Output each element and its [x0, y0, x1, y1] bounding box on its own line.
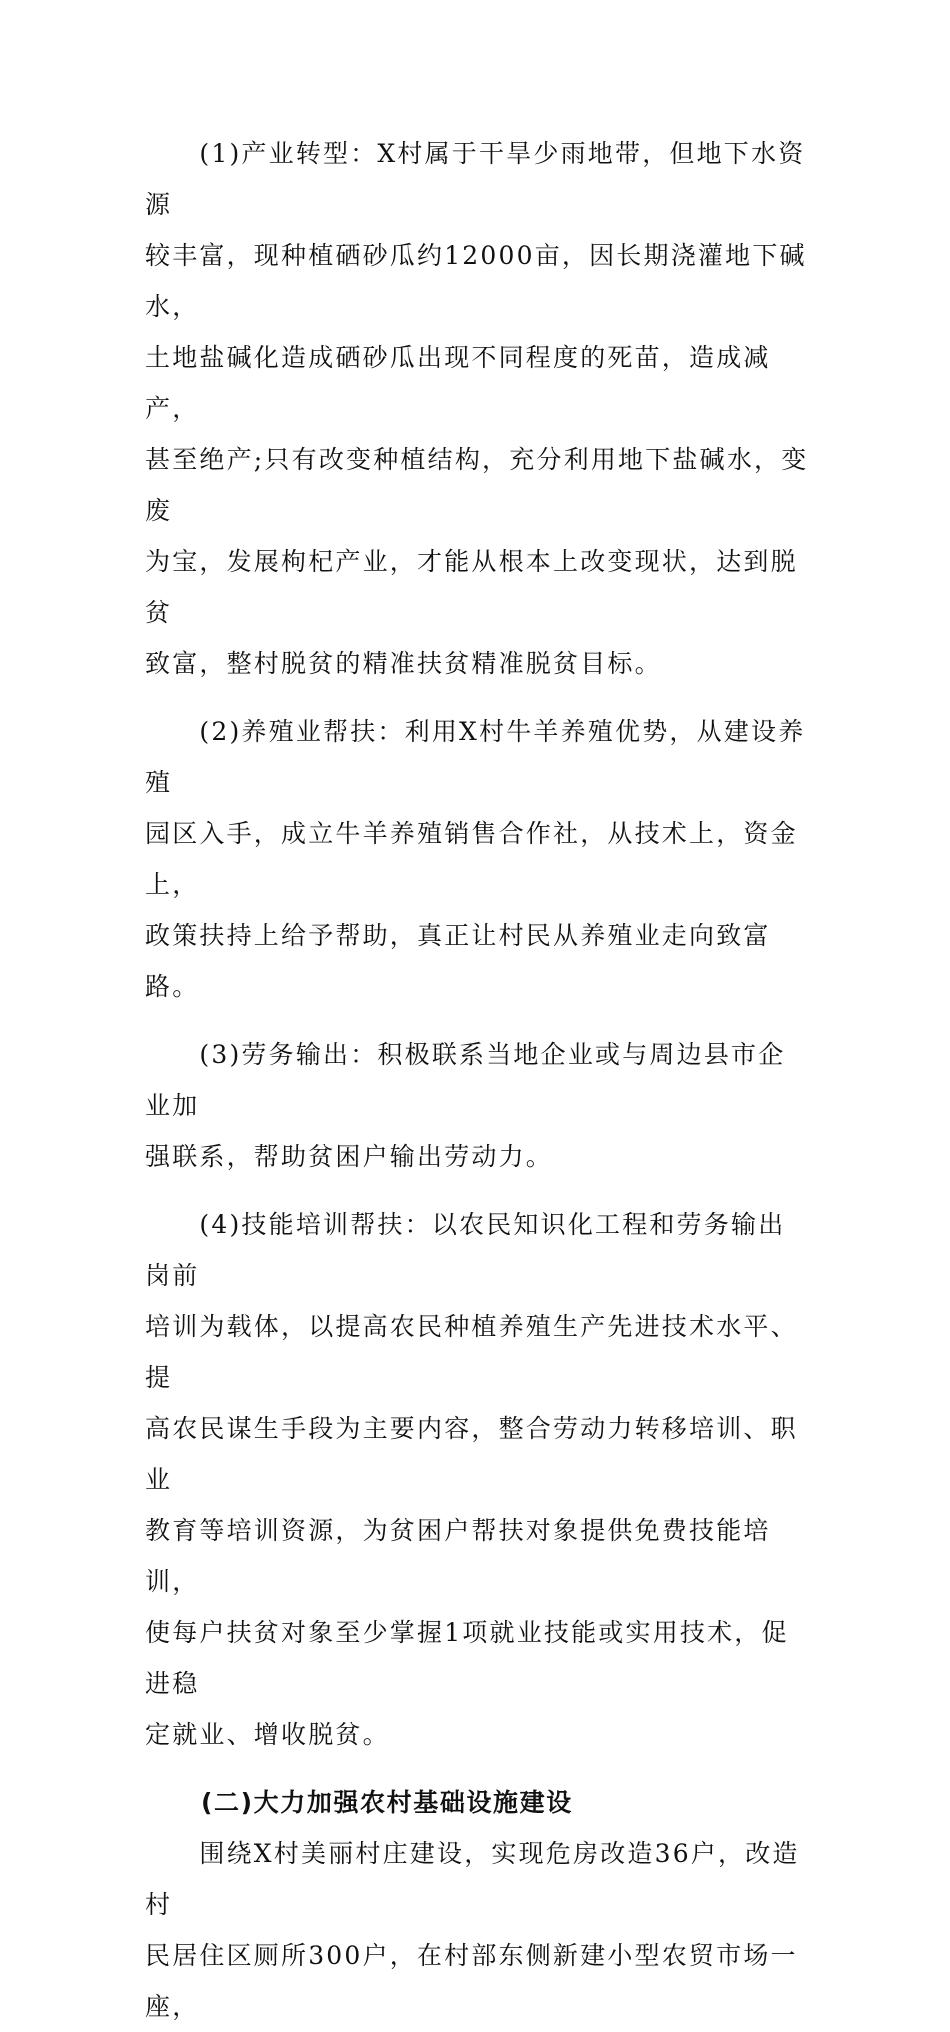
paragraph-livestock-support: (2)养殖业帮扶：利用X村牛羊养殖优势，从建设养殖 园区入手，成立牛羊养殖销售合作社，从技术上，资金上， 政策扶持上给予帮助，真正让村民从养殖业走向致富路。: [145, 717, 806, 1001]
paragraph-labor-export: (3)劳务输出：积极联系当地企业或与周边县市企业加 强联系，帮助贫困户输出劳动力。: [145, 1040, 786, 1171]
section-heading: (二)大力加强农村基础设施建设: [201, 1788, 573, 1817]
document-body: [145, 128, 810, 2032]
paragraph-industry-transformation: (1)产业转型：X村属于干旱少雨地带，但地下水资源 较丰富，现种植硒砂瓜约12000亩，因长期浇灌地下碱水， 土地盐碱化造成硒砂瓜出现不同程度的死苗，造成减产， 甚至绝产;只有改变种植结构，充分利用地下盐碱水，变废 为宝，发展枸杞产业，才能从根本上改变现状，达到脱贫 致富，整村脱贫的精准扶贫精准脱贫目标。: [145, 139, 809, 678]
paragraph-infrastructure: 围绕X村美丽村庄建设，实现危房改造36户，改造村 民居住区厕所300户，在村部东侧新建小型农贸市场一座，: [145, 1839, 800, 2021]
paragraph-skills-training: (4)技能培训帮扶：以农民知识化工程和劳务输出岗前 培训为载体，以提高农民种植养殖生产先进技术水平、提 高农民谋生手段为主要内容，整合劳动力转移培训、职业 教育等培训资源，为贫困户帮扶对象提供免费技能培训， 使每户扶贫对象至少掌握1项就业技能或实用技术，促进稳 定就业、增收脱贫。: [145, 1210, 798, 1749]
